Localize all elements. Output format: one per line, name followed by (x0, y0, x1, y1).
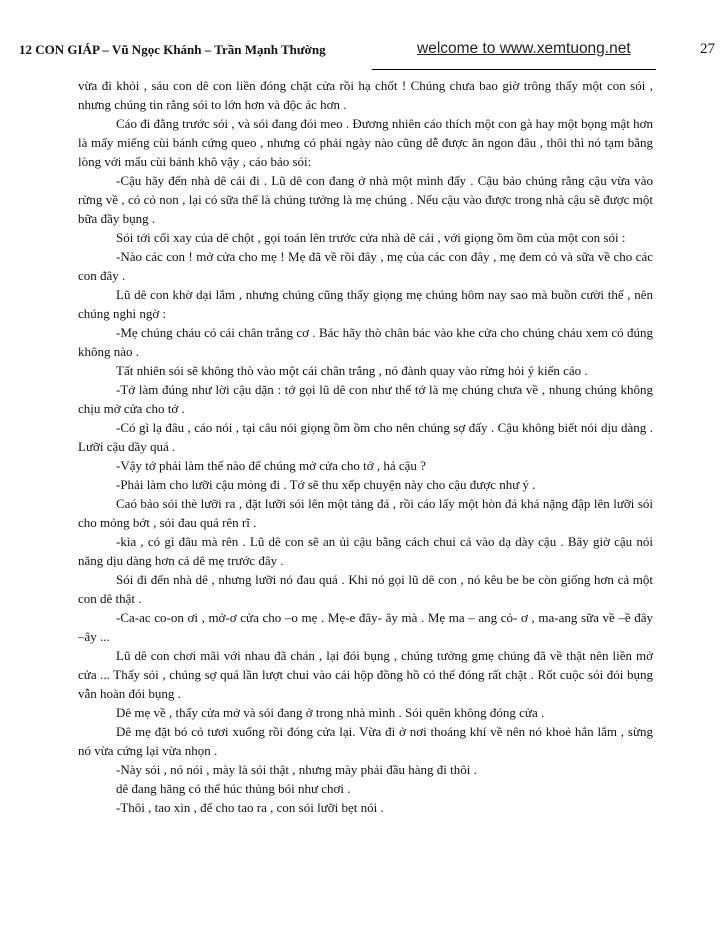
document-body (78, 76, 653, 817)
paragraph: -Cậu hãy đến nhà dê cái đi . Lũ dê con đang ở nhà một mình đấy . Cậu bảo chúng rằng cậu vừa vào rừng về , có cỏ non , lại có sữa thế là chúng tưởng là mẹ chúng . Nếu cậu vào được trong nhà cậu sẽ được một bữa đầy bụng . (78, 173, 653, 226)
paragraph: -Vậy tớ phải làm thế nào để chúng mở cửa cho tớ , hả cậu ? (116, 458, 426, 473)
paragraph: -Ca-ac co-on ơi , mở-ơ cửa cho –o mẹ . Mẹ-e đây- ây mà . Mẹ ma – ang cỏ- ơ , ma-ang sữa về –ề đây –ây ... (78, 610, 653, 644)
page-number: 27 (700, 41, 715, 57)
paragraph: -kìa , có gì đâu mà rên . Lũ dê con sẽ an ủi cậu bằng cách chui cả vào dạ dày cậu . Bây giờ cậu nói năng dịu dàng hơn cả dê mẹ trước đây . (78, 534, 653, 568)
header-website-link[interactable]: welcome to www.xemtuong.net (417, 40, 631, 57)
paragraph: Lũ dê con chơi mãi với nhau đã chán , lại đói bụng , chúng tưởng gmẹ chúng đã về thật nên liền mở cửa ... Thấy sói , chúng sợ quá lần lượt chui vào cái hộp đồng hồ có thể đóng rất chặt . Rốt cuộc sói đói bụng vẫn hoàn đói bụng . (78, 648, 653, 701)
paragraph: -Này sói , nó nói , mày là sói thật , nhưng mày phải đầu hàng đi thôi . (116, 762, 477, 777)
header-divider (372, 69, 656, 70)
paragraph: -Phải làm cho lưỡi cậu mỏng đi . Tớ sẽ thu xếp chuyện này cho cậu được như ý . (116, 477, 536, 492)
paragraph: Dê mẹ về , thấy cửa mở và sói đang ở trong nhà mình . Sói quên không đóng cửa . (116, 705, 545, 720)
header-book-title: 12 CON GIÁP – Vũ Ngọc Khánh – Trần Mạnh Thường (19, 42, 326, 57)
paragraph: -Có gì lạ đâu , cáo nói , tại câu nói giọng ồm ồm cho nên chúng sợ đấy . Cậu không biết nói dịu dàng . Lưỡi cậu dầy quá . (78, 420, 653, 454)
paragraph: Dê mẹ đặt bó cỏ tươi xuống rồi đóng cửa lại. Vừa đi ở nơi thoáng khí về nên nó khoẻ hẳn lắm , sừng nó vừa cứng lại vừa nhọn . (78, 724, 653, 758)
paragraph: Cáo đi đằng trước sói , và sói đang đói meo . Đương nhiên cáo thích một con gà hay một bọng mật hơn là mấy miếng cùi bánh cứng queo , nhưng có phải ngày nào cũng dễ được ăn ngon đâu , thôi thì nó tạm bằng lòng với mẩu cùi bánh khô vậy , cáo bảo sói: (78, 116, 653, 169)
paragraph: Sói tới cối xay của dê chột , gọi toán lên trước cửa nhà dê cái , với giọng ồm ồm của một con sói : (116, 230, 626, 245)
paragraph: Caó bảo sói thè lưỡi ra , đặt lưỡi sói lên một tảng đá , rồi cáo lấy một hòn đá khá nặng đập lên lưỡi sói cho mỏng bớt , sói đau quá rên rĩ . (78, 496, 653, 530)
paragraph: Sói đi đến nhà dê , nhưng lưỡi nó đau quá . Khi nó gọi lũ dê con , nó kêu be be còn giống hơn cả một con dê thật . (78, 572, 653, 606)
paragraph: -Thôi , tao xin , để cho tao ra , con sói lưỡi bẹt nói . (116, 800, 384, 815)
page-header (19, 40, 723, 62)
paragraph: Lũ dê con khờ dại lắm , nhưng chúng cũng thấy giọng mẹ chúng hôm nay sao mà buồn cười thế , nên chúng nghi ngờ : (78, 287, 653, 321)
paragraph: Tất nhiên sói sẽ không thò vào một cái chân trắng , nó đành quay vào rừng hỏi ý kiến cáo . (116, 363, 588, 378)
paragraph: dê đang hăng có thể húc thủng bói như chơi . (116, 781, 351, 796)
paragraph: -Tớ làm đúng như lời cậu dặn : tớ gọi lũ dê con như thể tớ là mẹ chúng chưa về , nhung chúng không chịu mở cửa cho tớ . (78, 382, 653, 416)
paragraph: vừa đi khỏi , sáu con dê con liền đóng chặt cửa rồi hạ chốt ! Chúng chưa bao giờ trông thấy một con sói , nhưng chúng tin rằng sói to lớn hơn và độc ác hơn . (78, 78, 653, 112)
paragraph: -Mẹ chúng cháu có cái chân trắng cơ . Bác hãy thò chân bác vào khe cửa cho chúng cháu xem có đúng không nào . (78, 325, 653, 359)
paragraph: -Nào các con ! mở cửa cho mẹ ! Mẹ đã về rồi đây , mẹ của các con đây , mẹ đem cỏ và sữa về cho các con đây . (78, 249, 653, 283)
